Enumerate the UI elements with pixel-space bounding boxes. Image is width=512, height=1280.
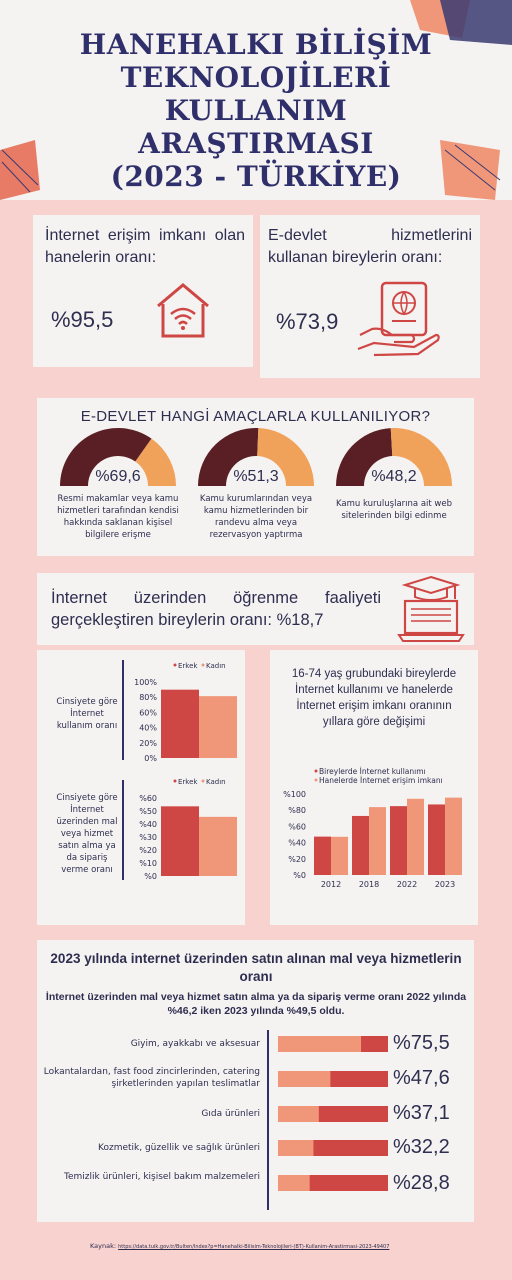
gender-purchase-label: Cinsiyete göre İnternet üzerinden mal veya hizmet satın alma ya da sipariş verme oranı bbox=[56, 793, 118, 875]
y-tick-label: 20% bbox=[139, 738, 157, 748]
y-tick-label: %20 bbox=[139, 846, 157, 855]
y-tick-label: %60 bbox=[288, 822, 306, 832]
y-tick-label: %50 bbox=[139, 807, 157, 816]
purchase-bar-fill bbox=[278, 1175, 310, 1191]
purchase-bar-fill bbox=[278, 1036, 361, 1052]
y-tick-label: %40 bbox=[139, 820, 157, 829]
y-tick-label: %30 bbox=[139, 833, 157, 842]
purchase-cat-3: Gıda ürünleri bbox=[201, 1109, 260, 1119]
page-title: HANEHALKI BİLİŞİM TEKNOLOJİLERİ KULLANIM ARAŞTIRMASI (2023 - TÜRKİYE) bbox=[79, 28, 433, 193]
y-tick-label: %60 bbox=[139, 794, 157, 803]
donut-value-3: %48,2 bbox=[371, 468, 417, 485]
y-tick-label: 0% bbox=[144, 754, 157, 763]
donut-value-2: %51,3 bbox=[233, 468, 279, 485]
purchase-cat-4: Kozmetik, güzellik ve sağlık ürünleri bbox=[98, 1143, 260, 1153]
y-tick-label: %20 bbox=[288, 854, 306, 864]
legend-label: Hanelerde İnternet erişim imkanı bbox=[319, 776, 443, 785]
purchase-title: 2023 yılında internet üzerinden satın alınan mal veya hizmetlerin oranı bbox=[50, 951, 462, 984]
y-tick-label: 100% bbox=[134, 678, 157, 687]
purchase-value-1: %75,5 bbox=[393, 1032, 450, 1054]
purchase-bar-fill bbox=[278, 1106, 319, 1122]
y-tick-label: %0 bbox=[293, 871, 306, 880]
purchase-value-2: %47,6 bbox=[393, 1067, 450, 1089]
donut-label-1: Resmi makamlar veya kamu hizmetleri tarafından kendisi hakkında saklanan kişisel bilgilere erişme bbox=[57, 494, 179, 540]
legend-label: Bireylerde İnternet kullanımı bbox=[319, 767, 426, 776]
purchase-bar-fill bbox=[278, 1071, 330, 1087]
internet-access-text: İnternet erişim imkanı olan hanelerin oranı: bbox=[45, 227, 245, 266]
learning-text: İnternet üzerinden öğrenme faaliyeti gerçekleştiren bireylerin oranı: %18,7 bbox=[51, 589, 381, 629]
purchase-value-5: %28,8 bbox=[393, 1172, 450, 1194]
x-tick-label: 2022 bbox=[396, 880, 418, 889]
purchase-subtitle: İnternet üzerinden mal veya hizmet satın alma ya da sipariş verme oranı 2022 yılında %46,2 iken 2023 yılında %49,5 oldu. bbox=[45, 991, 467, 1017]
y-tick-label: 80% bbox=[139, 693, 157, 703]
years-chart-title: 16-74 yaş grubundaki bireylerde İnternet kullanımı ve hanelerde İnternet erişim imkanı oranının yıllara göre değişimi bbox=[291, 668, 457, 728]
y-tick-label: %100 bbox=[283, 790, 306, 799]
y-tick-label: %40 bbox=[288, 838, 306, 848]
source-line bbox=[90, 1242, 389, 1250]
x-tick-label: 2018 bbox=[358, 880, 380, 889]
y-tick-label: 60% bbox=[139, 708, 157, 718]
purchase-value-3: %37,1 bbox=[393, 1102, 450, 1124]
edevlet-text: E-devlet hizmetlerini kullanan bireylerin oranı: bbox=[268, 227, 472, 266]
y-tick-label: 40% bbox=[139, 723, 157, 733]
purchase-cat-1: Giyim, ayakkabı ve aksesuar bbox=[130, 1039, 260, 1049]
donut-label-2: Kamu kurumlarından veya kamu hizmetlerinden bir randevu alma veya rezervasyon yaptırma bbox=[199, 494, 313, 540]
donut-label-3: Kamu kuruluşlarına ait web sitelerinden bilgi edinme bbox=[335, 499, 453, 521]
edevlet-purposes-title: E-DEVLET HANGİ AMAÇLARLA KULLANILIYOR? bbox=[80, 408, 431, 425]
purchase-value-4: %32,2 bbox=[393, 1136, 450, 1158]
y-tick-label: %0 bbox=[144, 872, 157, 881]
y-tick-label: %80 bbox=[288, 806, 306, 816]
edevlet-value: %73,9 bbox=[276, 309, 339, 334]
internet-access-value: %95,5 bbox=[51, 307, 114, 332]
source-link[interactable]: https://data.tuik.gov.tr/Bulten/Index?p=Hanehalki-Bilisim-Teknolojileri-(BT)-Kullanim-Arastirmasi-2023-49407 bbox=[118, 1244, 390, 1250]
y-tick-label: %10 bbox=[139, 859, 157, 868]
purchase-bar-fill bbox=[278, 1140, 313, 1156]
legend-erkek: Erkek bbox=[178, 778, 198, 786]
source-label: Kaynak: bbox=[90, 1242, 117, 1250]
purchase-cat-2: Lokantalardan, fast food zincirlerinden, catering şirketlerinden yapılan teslimatlar bbox=[43, 1067, 260, 1089]
x-tick-label: 2023 bbox=[434, 880, 456, 889]
legend-kadin: Kadın bbox=[206, 778, 226, 786]
gender-usage-label: Cinsiyete göre İnternet kullanım oranı bbox=[56, 697, 118, 731]
legend-kadin: Kadın bbox=[206, 662, 226, 670]
purchase-cat-5: Temizlik ürünleri, kişisel bakım malzemeleri bbox=[64, 1172, 260, 1182]
donut-value-1: %69,6 bbox=[95, 468, 141, 485]
legend-erkek: Erkek bbox=[178, 662, 198, 670]
x-tick-label: 2012 bbox=[320, 880, 342, 889]
